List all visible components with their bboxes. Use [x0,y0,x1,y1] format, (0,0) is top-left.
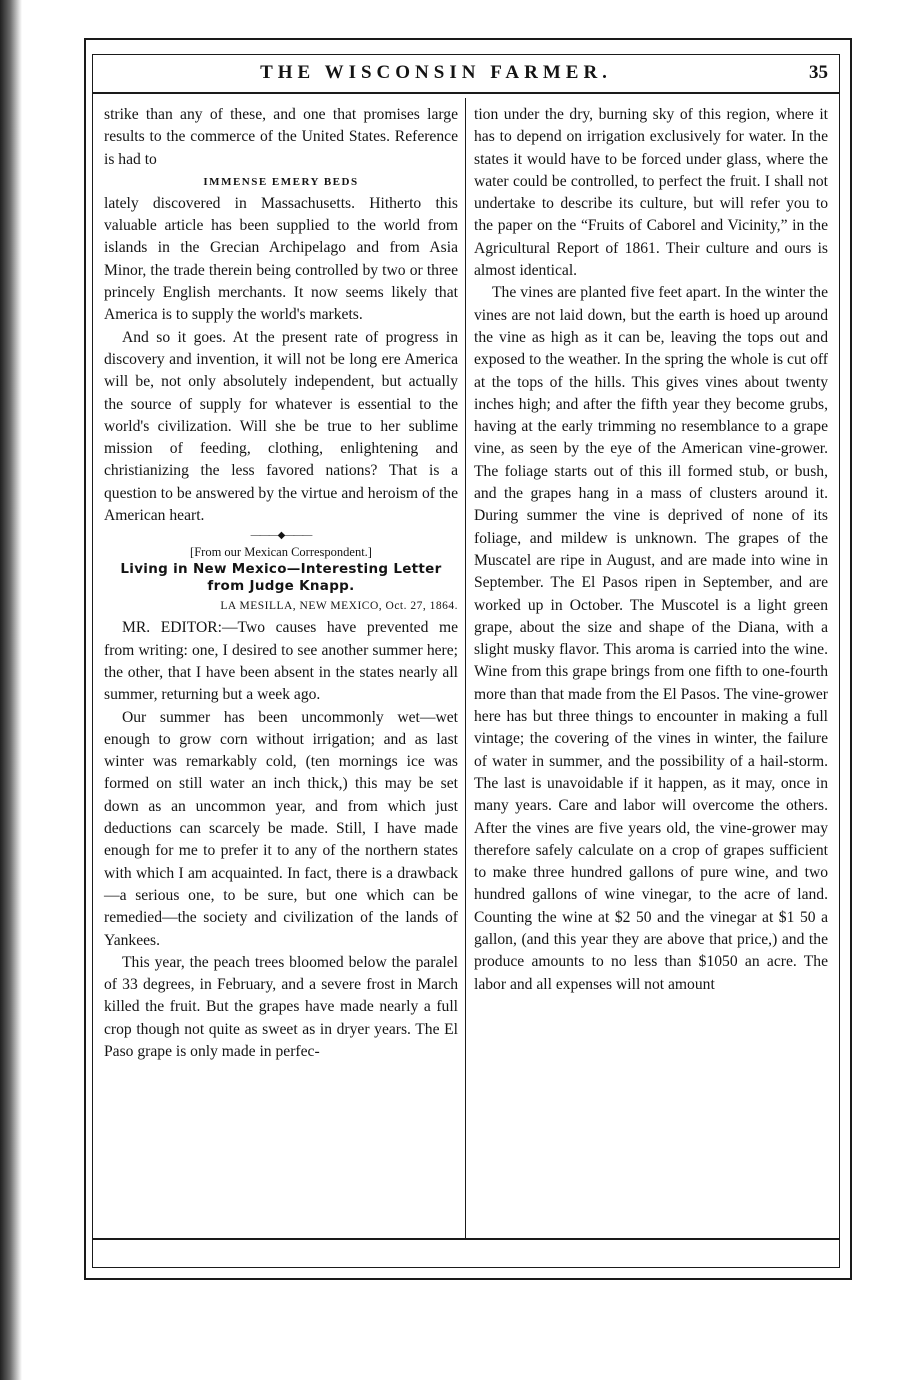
source-attribution: [From our Mexican Correspondent.] [190,545,372,560]
page-number: 35 [809,62,828,83]
paragraph: lately discovered in Massachusetts. Hitherto this valuable article has been supplied to the world from islands in the Grecian Archipelago and from Asia Minor, the trade therein being controlled by two or three princely English merchants. It now seems likely that America is to supply the world's markets. [104,194,458,324]
column-divider [465,98,466,1238]
book-spine-shadow [0,0,22,1380]
running-title: THE WISCONSIN FARMER. [260,62,612,83]
right-column [474,104,828,996]
footer-rule [92,1238,840,1240]
dateline: LA MESILLA, NEW MEXICO, Oct. 27, 1864. [220,600,458,613]
section-subhead: IMMENSE EMERY BEDS [203,175,359,188]
left-column [104,104,458,1063]
paragraph: tion under the dry, burning sky of this region, where it has to depend on irrigation exclusively for water. In the states it would have to be forced under glass, where the water could be controlled, to perfect the fruit. I shall not undertake to describe its culture, but will refer you to the paper on the “Fruits of Caborel and Vicinity,” in the Agricultural Report of 1861. Their culture and ours is almost identical. [474,106,828,280]
article-title: Living in New Mexico—Interesting Letter from Judge Knapp. [120,561,442,595]
paragraph: MR. EDITOR:—Two causes have prevented me from writing: one, I desired to see another summer here; the other, that I have been absent in the states nearly all summer, returning but a week ago. [104,619,458,704]
paragraph: strike than any of these, and one that promises large results to the commerce of the United States. Reference is had to [104,106,458,168]
ornament-divider: ———◆——— [250,530,312,542]
paragraph: And so it goes. At the present rate of progress in discovery and invention, it will not be long ere America will be, not only absolutely independent, but actually the source of supply for whatever is essential to the world's civilization. Will she be true to her sublime mission of feeding, clothing, enlightening and christianizing the less favored nations? That is a question to be answered by the virtue and heroism of the American heart. [104,328,458,525]
paragraph: Our summer has been uncommonly wet—wet enough to grow corn without irrigation; and as last winter was remarkably cold, (ten mornings ice was formed on still water an inch thick,) this may be set down as an uncommon year, and from which just deductions can scarcely be made. Still, I have made enough for me to prefer it to any of the northern states with which I am acquainted. In fact, there is a drawback—a serious one, to be sure, but one which can be remedied—the society and civilization of the lands of Yankees. [104,708,458,949]
page-header [92,58,840,94]
paragraph: This year, the peach trees bloomed below the paralel of 33 degrees, in February, and a severe frost in March killed the fruit. But the grapes have made nearly a full crop though not quite as sweet as in dryer years. The El Paso grape is only made in perfec- [104,953,458,1060]
paragraph: The vines are planted five feet apart. In the winter the vines are not laid down, but the earth is hoed up around the vine as high as it can be, leaving the tops out and exposed to the weather. In the spring the whole is cut off at the tops of the hills. This gives vines about twenty inches high; and after the fifth year they become grubs, having at the early trimming no resemblance to a grape vine, as seen by the eye of the American vine-grower. The foliage starts out of this ill formed stub, or bush, and the grapes hang in a mass of clusters around it. During summer the vine is deprived of none of its foliage, and mildew is unknown. The grapes of the Muscatel are ripe in August, and are made into wine in September. The El Pasos ripen in September, and are worked up in October. The Muscotel is a light green grape, about the size and shape of the Diana, with a slight musky flavor. This aroma is carried into the wine. Wine from this grape brings from one fifth to one-fourth more than that made from the El Pasos. The vine-grower here has but three things to encounter in making a full vintage; the covering of the vines in winter, the failure of water in summer, and the possibility of a hail-storm. The last is unavoidable if it happen, as it may, once in many years. Care and labor will overcome the others. After the vines are five years old, the vine-grower may therefore safely calculate on a crop of grapes sufficient to make three hundred gallons of pure wine, and two hundred gallons of wine vinegar, to the acre of land. Counting the wine at $2 50 and the vinegar at $1 50 a gallon, (and this year they are above that price,) and the produce amounts to no less than $1050 an acre. The labor and all expenses will not amount [474,284,828,993]
